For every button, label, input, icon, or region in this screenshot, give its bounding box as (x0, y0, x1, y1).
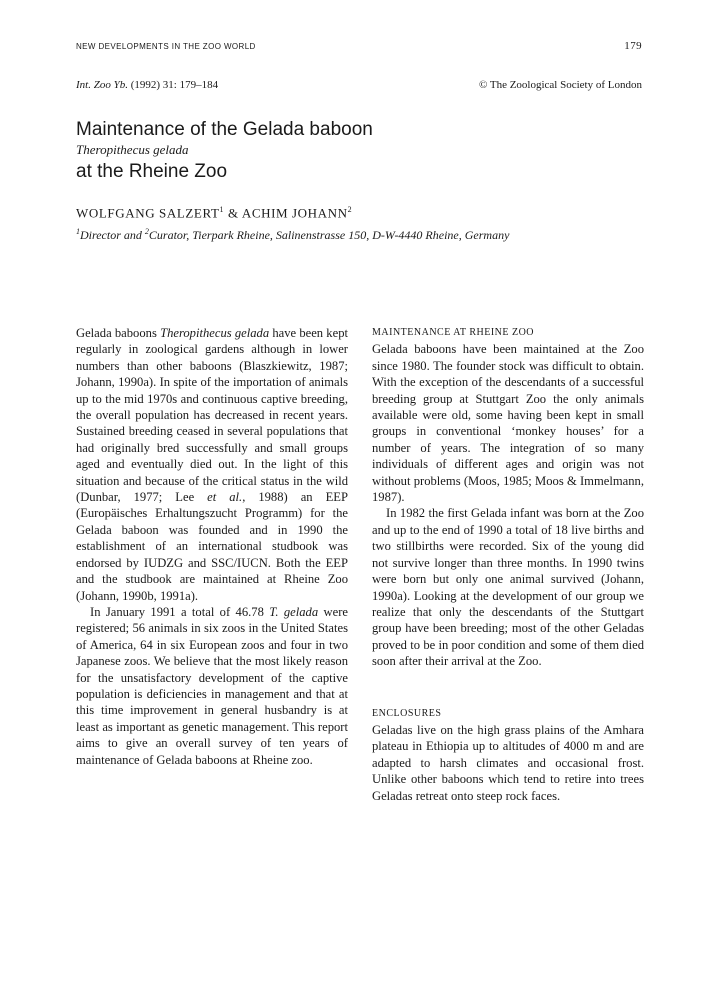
species-subtitle: Theropithecus gelada (76, 142, 189, 157)
article-title-line-1: Maintenance of the Gelada baboon (76, 119, 373, 140)
species-name: Theropithecus gelada (160, 326, 270, 340)
citation-line (76, 79, 642, 95)
species-name: T. gelada (269, 604, 319, 619)
maintenance-paragraph-1: Gelada baboons have been maintained at the Zoo since 1980. The founder stock was difficult to obtain. With the exception of the descendants of a successful breeding group at Stuttgart Zoo the only animals available were old, some having been kept in small groups in conventional ‘monkey houses’ for a number of years. The integration of so many individuals of different ages and origin was not without problems (Moos, 1985; Moos & Immelmann, 1987). (372, 342, 644, 505)
text-run: In January 1991 a total of 46.78 (90, 604, 270, 619)
section-heading-maintenance: MAINTENANCE AT RHEINE ZOO (372, 327, 535, 338)
title-block (76, 118, 642, 184)
et-al: et al. (207, 490, 243, 505)
affiliation-role-2: Curator, Tierpark Rheine, Salinenstrasse 150, D-W-4440 Rheine, Germany (148, 228, 510, 242)
text-run: were registered; 56 animals in six zoos in the United States of America, 64 in six European zoos and four in two Japanese zoos. We believe that the most likely reason for the unsatisfactory development of the captive population is deficiencies in management and that at this time improvement in general husbandry is at least as important as genetic management. This report aims to give an overall survey of ten years of maintenance of Gelada baboons at Rheine zoo. (76, 604, 348, 767)
affiliation-mark-2: 2 (144, 227, 149, 236)
maintenance-paragraph-2: In 1982 the first Gelada infant was born at the Zoo and up to the end of 1990 a total of 18 live births and two stillbirths were recorded. Six of the young did not survive longer than three months. In 1990 twins were born but only one animal survived (Johann, 1990a). Looking at the development of our group we realize that only the descendants of the Stuttgart group have been breeding; most of the other Geladas proved to be in poor condition and some of them died soon after their arrival at the Zoo. (372, 506, 644, 669)
text-run: Gelada baboons (76, 326, 161, 340)
author-connector: & (224, 205, 242, 221)
author-2-mark: 2 (347, 205, 353, 214)
affiliation (76, 223, 642, 244)
section-heading-enclosures: ENCLOSURES (372, 707, 442, 719)
page-number: 179 (624, 40, 642, 52)
intro-paragraph-2 (76, 604, 348, 768)
right-column (372, 325, 644, 804)
journal-name: Int. Zoo Yb. (76, 79, 128, 91)
affiliation-mark-1: 1 (76, 227, 80, 236)
author-line (76, 205, 642, 221)
citation-details: (1992) 31: 179–184 (127, 79, 219, 91)
article-title-line-2: at the Rheine Zoo (76, 161, 228, 182)
affiliation-role-1: Director and (80, 228, 145, 242)
author-1-mark: 1 (219, 205, 225, 214)
author-1: WOLFGANG SALZERT (76, 205, 220, 221)
copyright-notice: © The Zoological Society of London (478, 79, 642, 91)
running-head-title: NEW DEVELOPMENTS IN THE ZOO WORLD (76, 42, 256, 51)
left-column (76, 325, 348, 768)
intro-paragraph-1 (76, 325, 348, 604)
enclosures-paragraph-1: Geladas live on the high grass plains of the Amhara plateau in Ethiopia up to altitudes of 4000 m and are adapted to harsh climates and occasional frost. Unlike other baboons which tend to retire into trees Geladas retreat onto steep rock faces. (372, 722, 644, 803)
running-head (76, 40, 642, 54)
journal-citation (76, 79, 218, 91)
text-run: have been kept regularly in zoological gardens although in lower numbers than other baboons (Blaszkiewitz, 1987; Johann, 1990a). In spite of the importation of animals up to the mid 1970s and continuous captive breeding, the overall population has decreased in recent years. Sustained breeding ceased in several populations that had originally bred successfully and small groups aged and eventually died out. In the light of this situation and because of the critical status in the wild (Dunbar, 1977; Lee (76, 326, 348, 505)
text-run: , 1988) an EEP (Europäisches Erhaltungszucht Programm) for the Gelada baboon was founded and in 1990 the establishment of an international studbook was endorsed by IUDZG and SSC/IUCN. Both the EEP and the studbook are maintained at Rheine Zoo (Johann, 1990b, 1991a). (76, 490, 348, 603)
author-2: ACHIM JOHANN (241, 205, 348, 221)
section-gap (372, 670, 644, 706)
